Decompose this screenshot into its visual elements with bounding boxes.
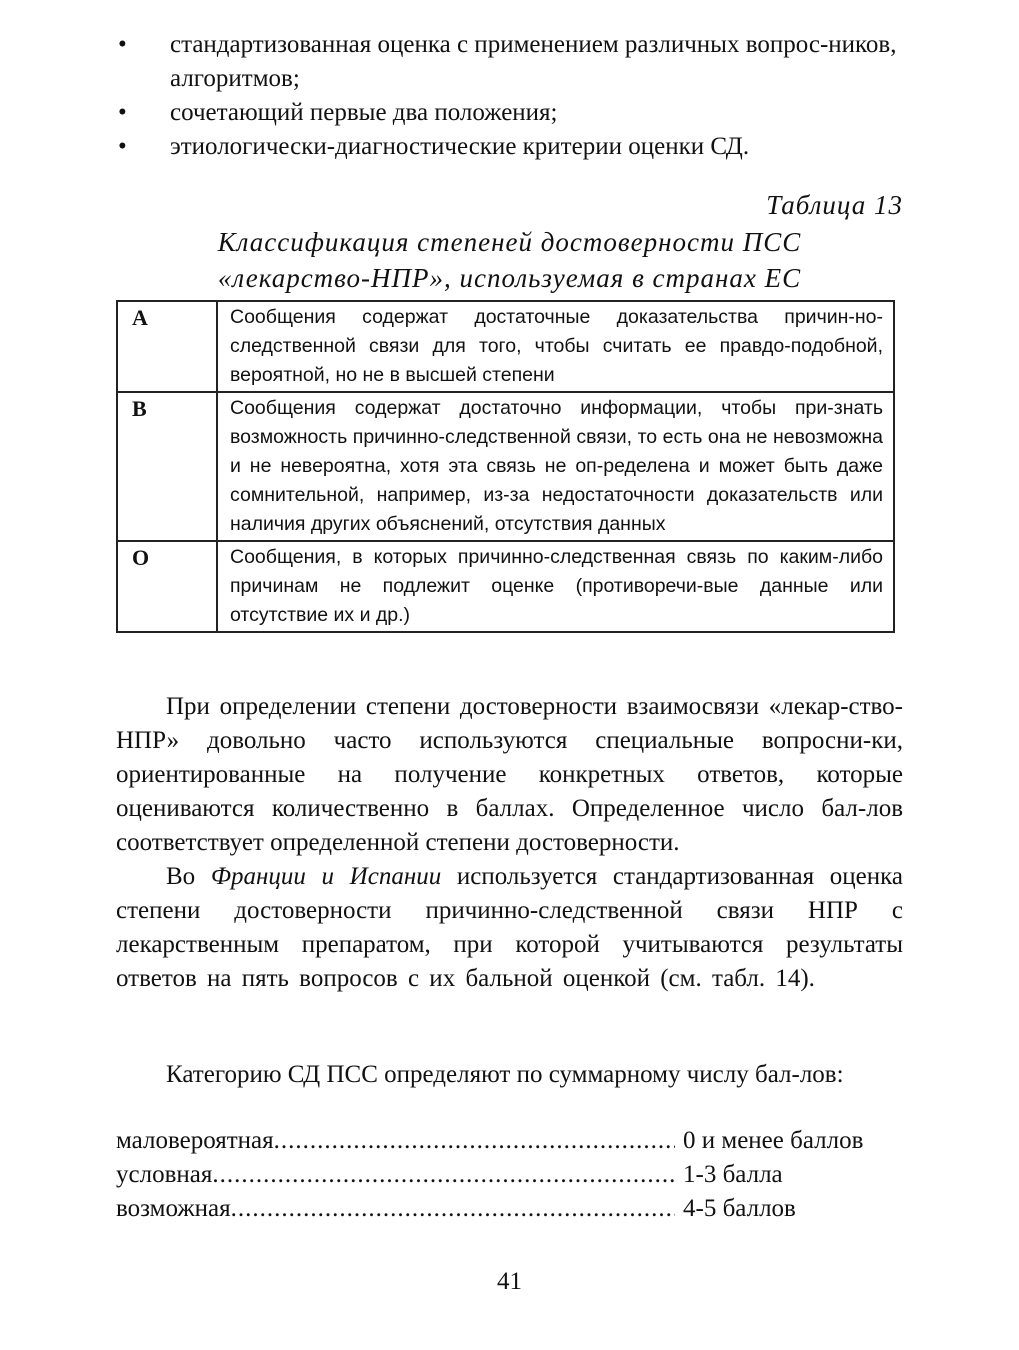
scale-label: маловероятная (116, 1127, 274, 1154)
classification-table (116, 300, 895, 633)
table-row (117, 301, 894, 392)
paragraph-questionnaires: При определении степени достоверности взаимосвязи «лекар-ство-НПР» довольно часто используются специальные вопросни-ки, ориентированные на получение конкретных ответов, которые оцениваются количественно в баллах. Определенное число бал-лов соответствует определенной степени достоверности. (116, 693, 903, 856)
score-scale-list (116, 1124, 903, 1226)
page-number: 41 (497, 1268, 522, 1295)
text-run: Во (166, 863, 211, 890)
text-run: используется стандартизованная оценка степени достоверности причинно-следственной связи НПР с лекарственным препаратом, при которой учитываются результаты ответов на пять вопросов с их бальной оценкой (см. табл. 14). (116, 863, 903, 992)
bullet-item: • сочетающий первые два положения; (116, 96, 916, 130)
scale-value: 1-3 балла (683, 1161, 783, 1188)
scale-label: возможная (116, 1195, 231, 1222)
table-row (117, 392, 894, 541)
table-number: Таблица 13 (766, 190, 903, 220)
category-code: B (117, 392, 217, 541)
criteria-bullet-list (116, 28, 916, 164)
paragraph-category: Категорию СД ПСС определяют по суммарному числу бал-лов: (166, 1061, 844, 1088)
scale-value: 4-5 баллов (683, 1195, 796, 1222)
category-description: Сообщения содержат достаточные доказательства причин-но-следственной связи для того, чтобы считать ее правдо-подобной, вероятной, но не в высшей степени (217, 301, 894, 392)
category-description: Сообщения, в которых причинно-следственная связь по каким-либо причинам не подлежит оценке (противоречи-вые данные или отсутствие их и др.) (217, 541, 894, 632)
bullet-item: • этиологически-диагностические критерии оценки СД. (116, 130, 916, 164)
score-scale-row (116, 1158, 903, 1192)
category-code: O (117, 541, 217, 632)
dot-leader (231, 1192, 675, 1226)
scale-label: условная (116, 1161, 213, 1188)
emphasis-countries: Франции и Испании (210, 863, 442, 890)
category-description: Сообщения содержат достаточно информации, чтобы при-знать возможность причинно-следственной связи, то есть она не невозможна и не невероятна, хотя эта связь не оп-ределена и может быть даже сомнительной, например, из-за недостаточности доказательств или наличия других объяснений, отсутствия данных (217, 392, 894, 541)
category-code: A (117, 301, 217, 392)
dot-leader (274, 1124, 675, 1158)
bullet-item: • стандартизованная оценка с применением различных вопрос-ников, алгоритмов; (116, 28, 916, 96)
score-scale-row (116, 1192, 903, 1226)
dot-leader (212, 1158, 675, 1192)
scale-value: 0 и менее баллов (683, 1127, 864, 1154)
table-row (117, 541, 894, 632)
score-scale-row (116, 1124, 903, 1158)
table-title (116, 224, 903, 296)
table-title-line: Классификация степеней достоверности ПСС (217, 227, 802, 257)
paragraph-france-spain (116, 860, 903, 996)
table-title-line: «лекарство-НПР», используемая в странах ЕС (217, 263, 802, 293)
